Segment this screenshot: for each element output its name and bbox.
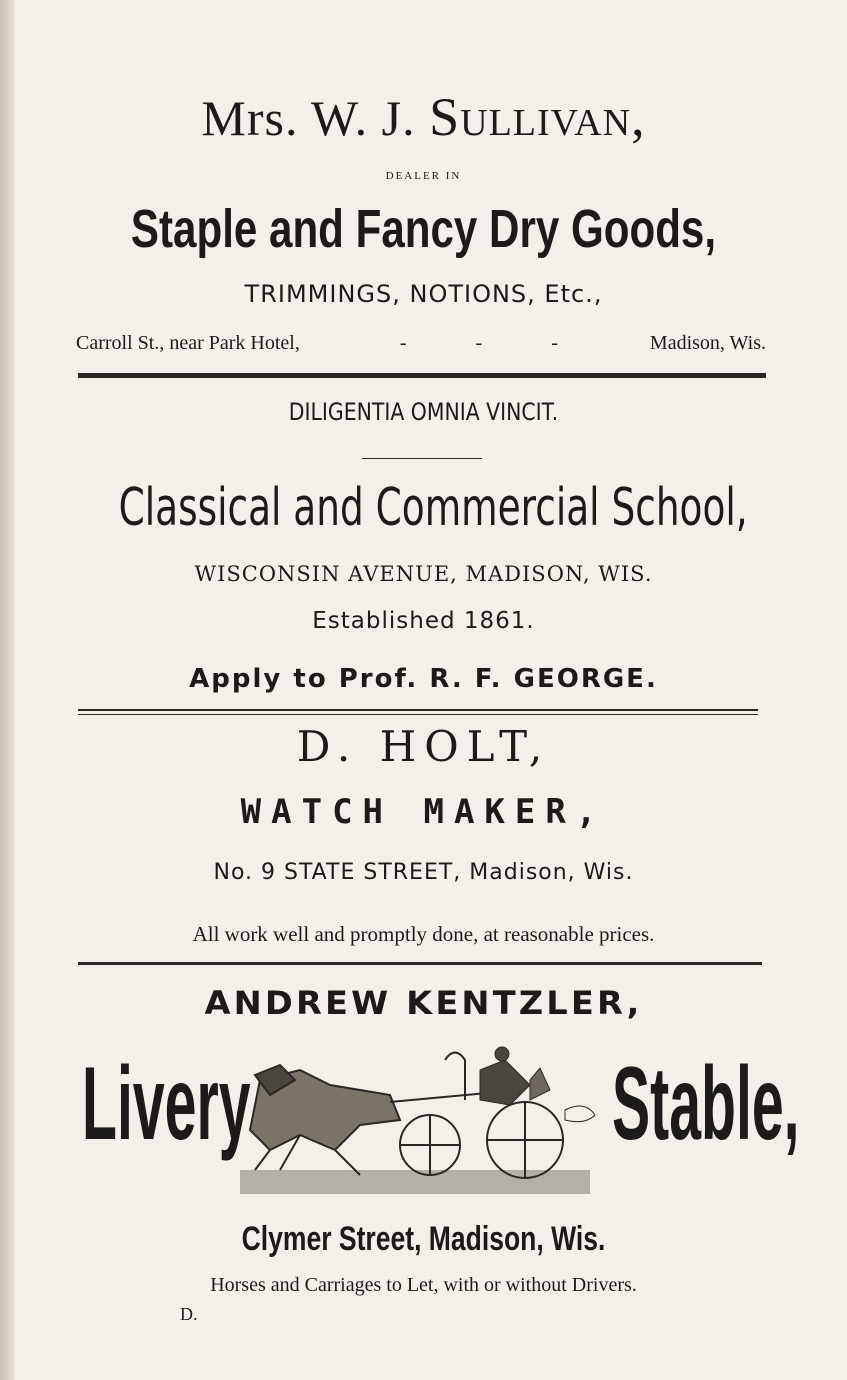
- kentzler-heading: ANDREW KENTZLER,: [204, 984, 643, 1022]
- horse-and-carriage-icon: [240, 1040, 600, 1200]
- trimmings-line: TRIMMINGS, NOTIONS, Etc.,: [244, 280, 603, 308]
- holt-slogan: All work well and promptly done, at reasonable prices.: [192, 922, 655, 946]
- divider-rule: [78, 714, 758, 715]
- sullivan-address: [76, 332, 766, 355]
- holt-address: No. 9 STATE STREET, Madison, Wis.: [213, 860, 634, 885]
- stable-word: Stable,: [612, 1046, 800, 1162]
- sullivan-name-prefix: Mrs. W. J.: [201, 90, 430, 146]
- watch-maker-heading: WATCH MAKER,: [240, 792, 607, 832]
- dealer-in-label: DEALER IN: [385, 170, 462, 182]
- school-address: WISCONSIN AVENUE, MADISON, WIS.: [194, 562, 653, 586]
- divider-rule: [78, 962, 762, 965]
- dry-goods-heading: Staple and Fancy Dry Goods,: [130, 199, 717, 259]
- sullivan-address-street: Carroll St., near Park Hotel,: [76, 332, 300, 354]
- school-heading: Classical and Commercial School,: [118, 478, 748, 538]
- school-apply: Apply to Prof. R. F. GEORGE.: [189, 664, 658, 694]
- kentzler-address: Clymer Street, Madison, Wis.: [241, 1220, 606, 1258]
- holt-heading: D. HOLT,: [296, 722, 551, 771]
- divider-rule: [78, 373, 766, 378]
- short-divider: [362, 458, 482, 459]
- signature-mark: D.: [180, 1304, 198, 1324]
- school-established: Established 1861.: [312, 608, 535, 634]
- motto: DILIGENTIA OMNIA VINCIT.: [288, 398, 559, 426]
- sullivan-heading: [0, 86, 847, 148]
- livery-word: Livery: [82, 1046, 251, 1162]
- divider-rule: [78, 709, 758, 711]
- kentzler-offer: Horses and Carriages to Let, with or without Drivers.: [210, 1274, 637, 1296]
- sullivan-address-city: Madison, Wis.: [649, 332, 766, 354]
- sullivan-address-dashes: - - -: [399, 332, 590, 354]
- sullivan-name-main: Sullivan,: [429, 87, 646, 147]
